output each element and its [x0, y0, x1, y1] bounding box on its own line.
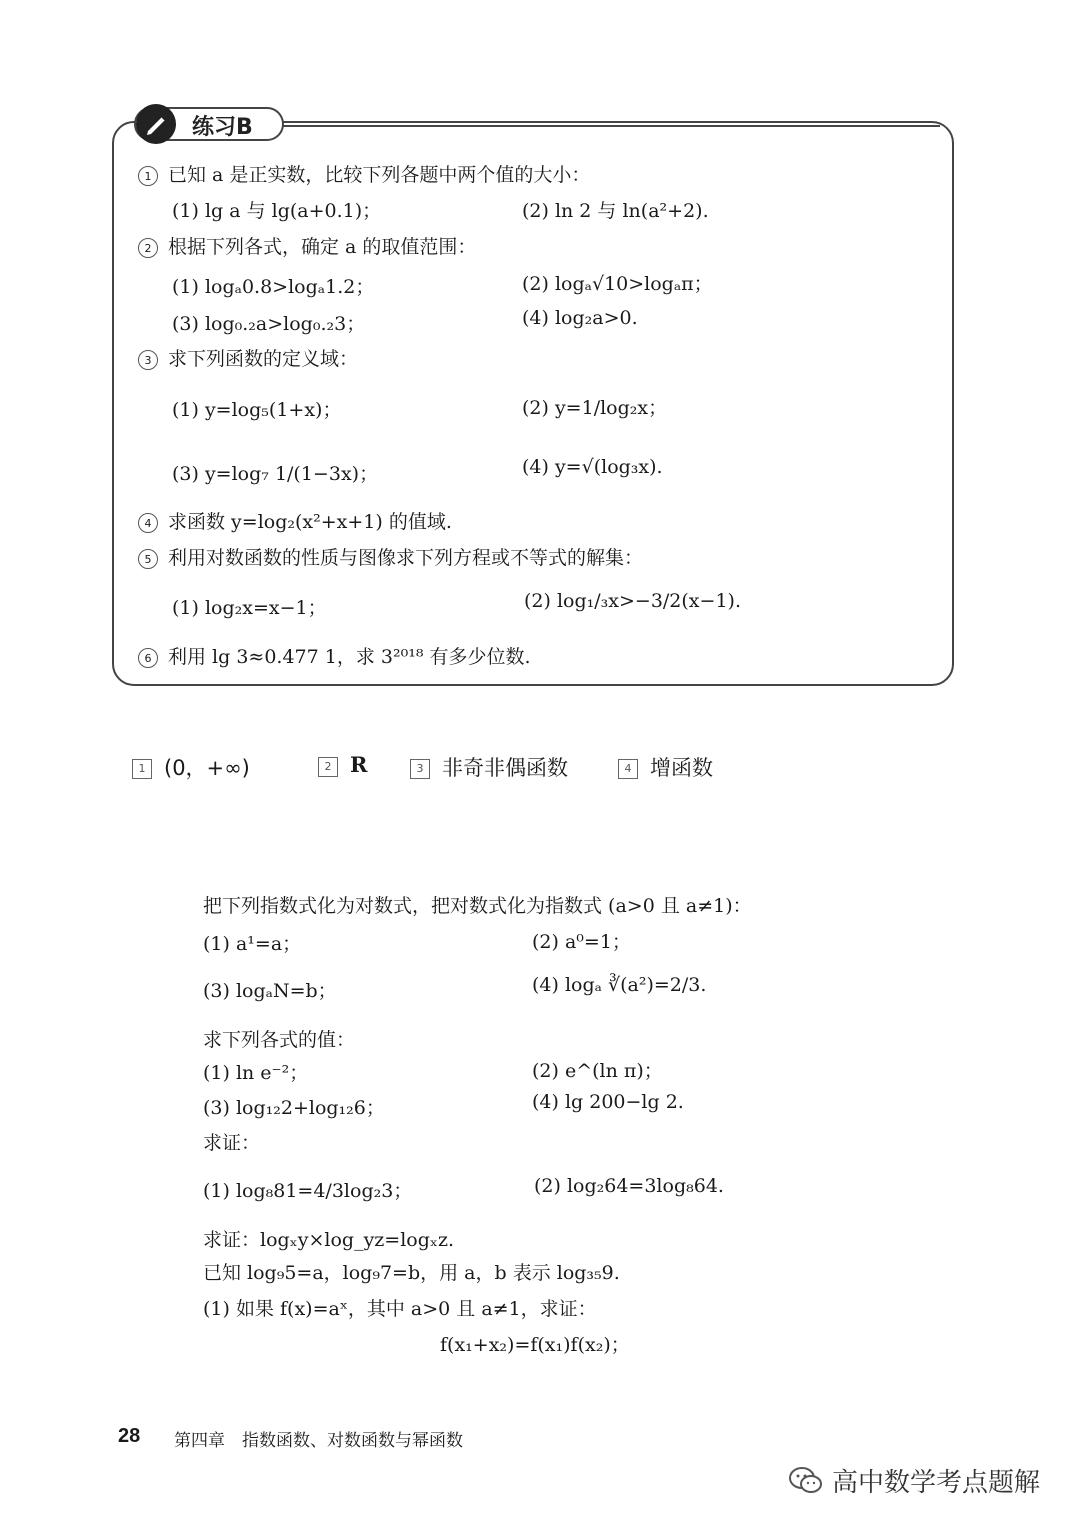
answer-number: 2 [318, 757, 338, 777]
lower-q1-part-2: (2) a⁰=1； [532, 931, 631, 953]
pencil-icon [136, 104, 176, 144]
lower-question-6: (1) 如果 f(x)=aˣ，其中 a>0 且 a≠1，求证： [203, 1298, 597, 1320]
lower-q2-part-4: (4) lg 200−lg 2. [532, 1091, 684, 1113]
q1-part-2: (2) ln 2 与 ln(a²+2). [522, 200, 709, 222]
answer-number: 1 [132, 759, 152, 779]
lower-q1-part-1: (1) a¹=a； [203, 933, 302, 955]
wechat-icon [788, 1466, 824, 1496]
question-text: 利用对数函数的性质与图像求下列方程或不等式的解集： [168, 547, 644, 569]
chapter-title: 第四章 指数函数、对数函数与幂函数 [174, 1431, 463, 1451]
exercise-b-question-3 [138, 344, 358, 371]
question-number: 1 [138, 166, 158, 186]
lower-q2-part-1: (1) ln e⁻²； [203, 1062, 309, 1084]
answer-1 [132, 752, 250, 782]
lower-question-3: 求证： [203, 1132, 261, 1154]
question-text: 求下列函数的定义域： [168, 348, 359, 370]
exercise-b-question-1 [138, 160, 590, 187]
answer-number: 4 [618, 759, 638, 779]
answer-text: 增函数 [650, 756, 713, 780]
lower-question-4: 求证：logₓy×log_yz=logₓz. [203, 1229, 455, 1251]
lower-q6-formula: f(x₁+x₂)=f(x₁)f(x₂)； [440, 1334, 630, 1356]
page-number: 28 [118, 1425, 141, 1447]
lower-q1-part-4: (4) logₐ ∛(a²)=2/3. [532, 974, 707, 996]
lower-question-5: 已知 log₉5=a，log₉7=b，用 a，b 表示 log₃₅9. [203, 1262, 620, 1284]
question-number: 6 [138, 648, 158, 668]
lower-question-2: 求下列各式的值： [203, 1029, 356, 1051]
q2-part-3: (3) log₀.₂a>log₀.₂3； [172, 313, 366, 335]
q2-part-2: (2) logₐ√10>logₐπ； [522, 273, 713, 295]
q3-part-3: (3) y=log₇ 1/(1−3x)； [172, 463, 379, 485]
answer-number: 3 [410, 759, 430, 779]
lower-q3-part-1: (1) log₈81=4/3log₂3； [203, 1180, 413, 1202]
answer-text: (0，+∞) [164, 756, 250, 780]
lower-q3-part-2: (2) log₂64=3log₈64. [534, 1175, 724, 1197]
exercise-b-question-2 [138, 232, 476, 259]
question-text: 求函数 y=log₂(x²+x+1) 的值域. [168, 511, 452, 533]
question-text: 根据下列各式，确定 a 的取值范围： [168, 236, 477, 258]
question-number: 2 [138, 238, 158, 258]
q3-part-4: (4) y=√(log₃x). [522, 456, 663, 478]
answer-3 [410, 752, 568, 782]
exercise-b-question-4 [138, 507, 452, 534]
answer-text: 非奇非偶函数 [442, 756, 568, 780]
answer-text: R [350, 752, 368, 777]
question-text: 利用 lg 3≈0.477 1，求 3²⁰¹⁸ 有多少位数. [168, 646, 531, 668]
watermark-text: 高中数学考点题解 [832, 1468, 1041, 1498]
q3-part-2: (2) y=1/log₂x； [522, 397, 668, 419]
q5-part-2: (2) log₁/₃x>−3/2(x−1). [524, 590, 741, 612]
lower-q2-part-2: (2) e^(ln π)； [532, 1060, 663, 1082]
question-number: 5 [138, 549, 158, 569]
q2-part-1: (1) logₐ0.8>logₐ1.2； [172, 276, 375, 298]
q1-part-1: (1) lg a 与 lg(a+0.1)； [172, 200, 382, 222]
exercise-b-question-6 [138, 642, 531, 669]
lower-question-1: 把下列指数式化为对数式，把对数式化为指数式 (a>0 且 a≠1)： [203, 895, 752, 917]
box-header-rule [280, 125, 940, 127]
answer-4 [618, 752, 713, 782]
exercise-title: 练习B [192, 115, 253, 140]
question-number: 3 [138, 350, 158, 370]
lower-q1-part-3: (3) logₐN=b； [203, 980, 337, 1002]
q3-part-1: (1) y=log₅(1+x)； [172, 399, 342, 421]
q5-part-1: (1) log₂x=x−1； [172, 597, 327, 619]
q2-part-4: (4) log₂a>0. [522, 307, 638, 329]
lower-q2-part-3: (3) log₁₂2+log₁₂6； [203, 1097, 385, 1119]
question-text: 已知 a 是正实数，比较下列各题中两个值的大小： [168, 164, 591, 186]
answer-2 [318, 752, 367, 777]
watermark [788, 1462, 1040, 1499]
exercise-b-question-5 [138, 543, 643, 570]
question-number: 4 [138, 513, 158, 533]
